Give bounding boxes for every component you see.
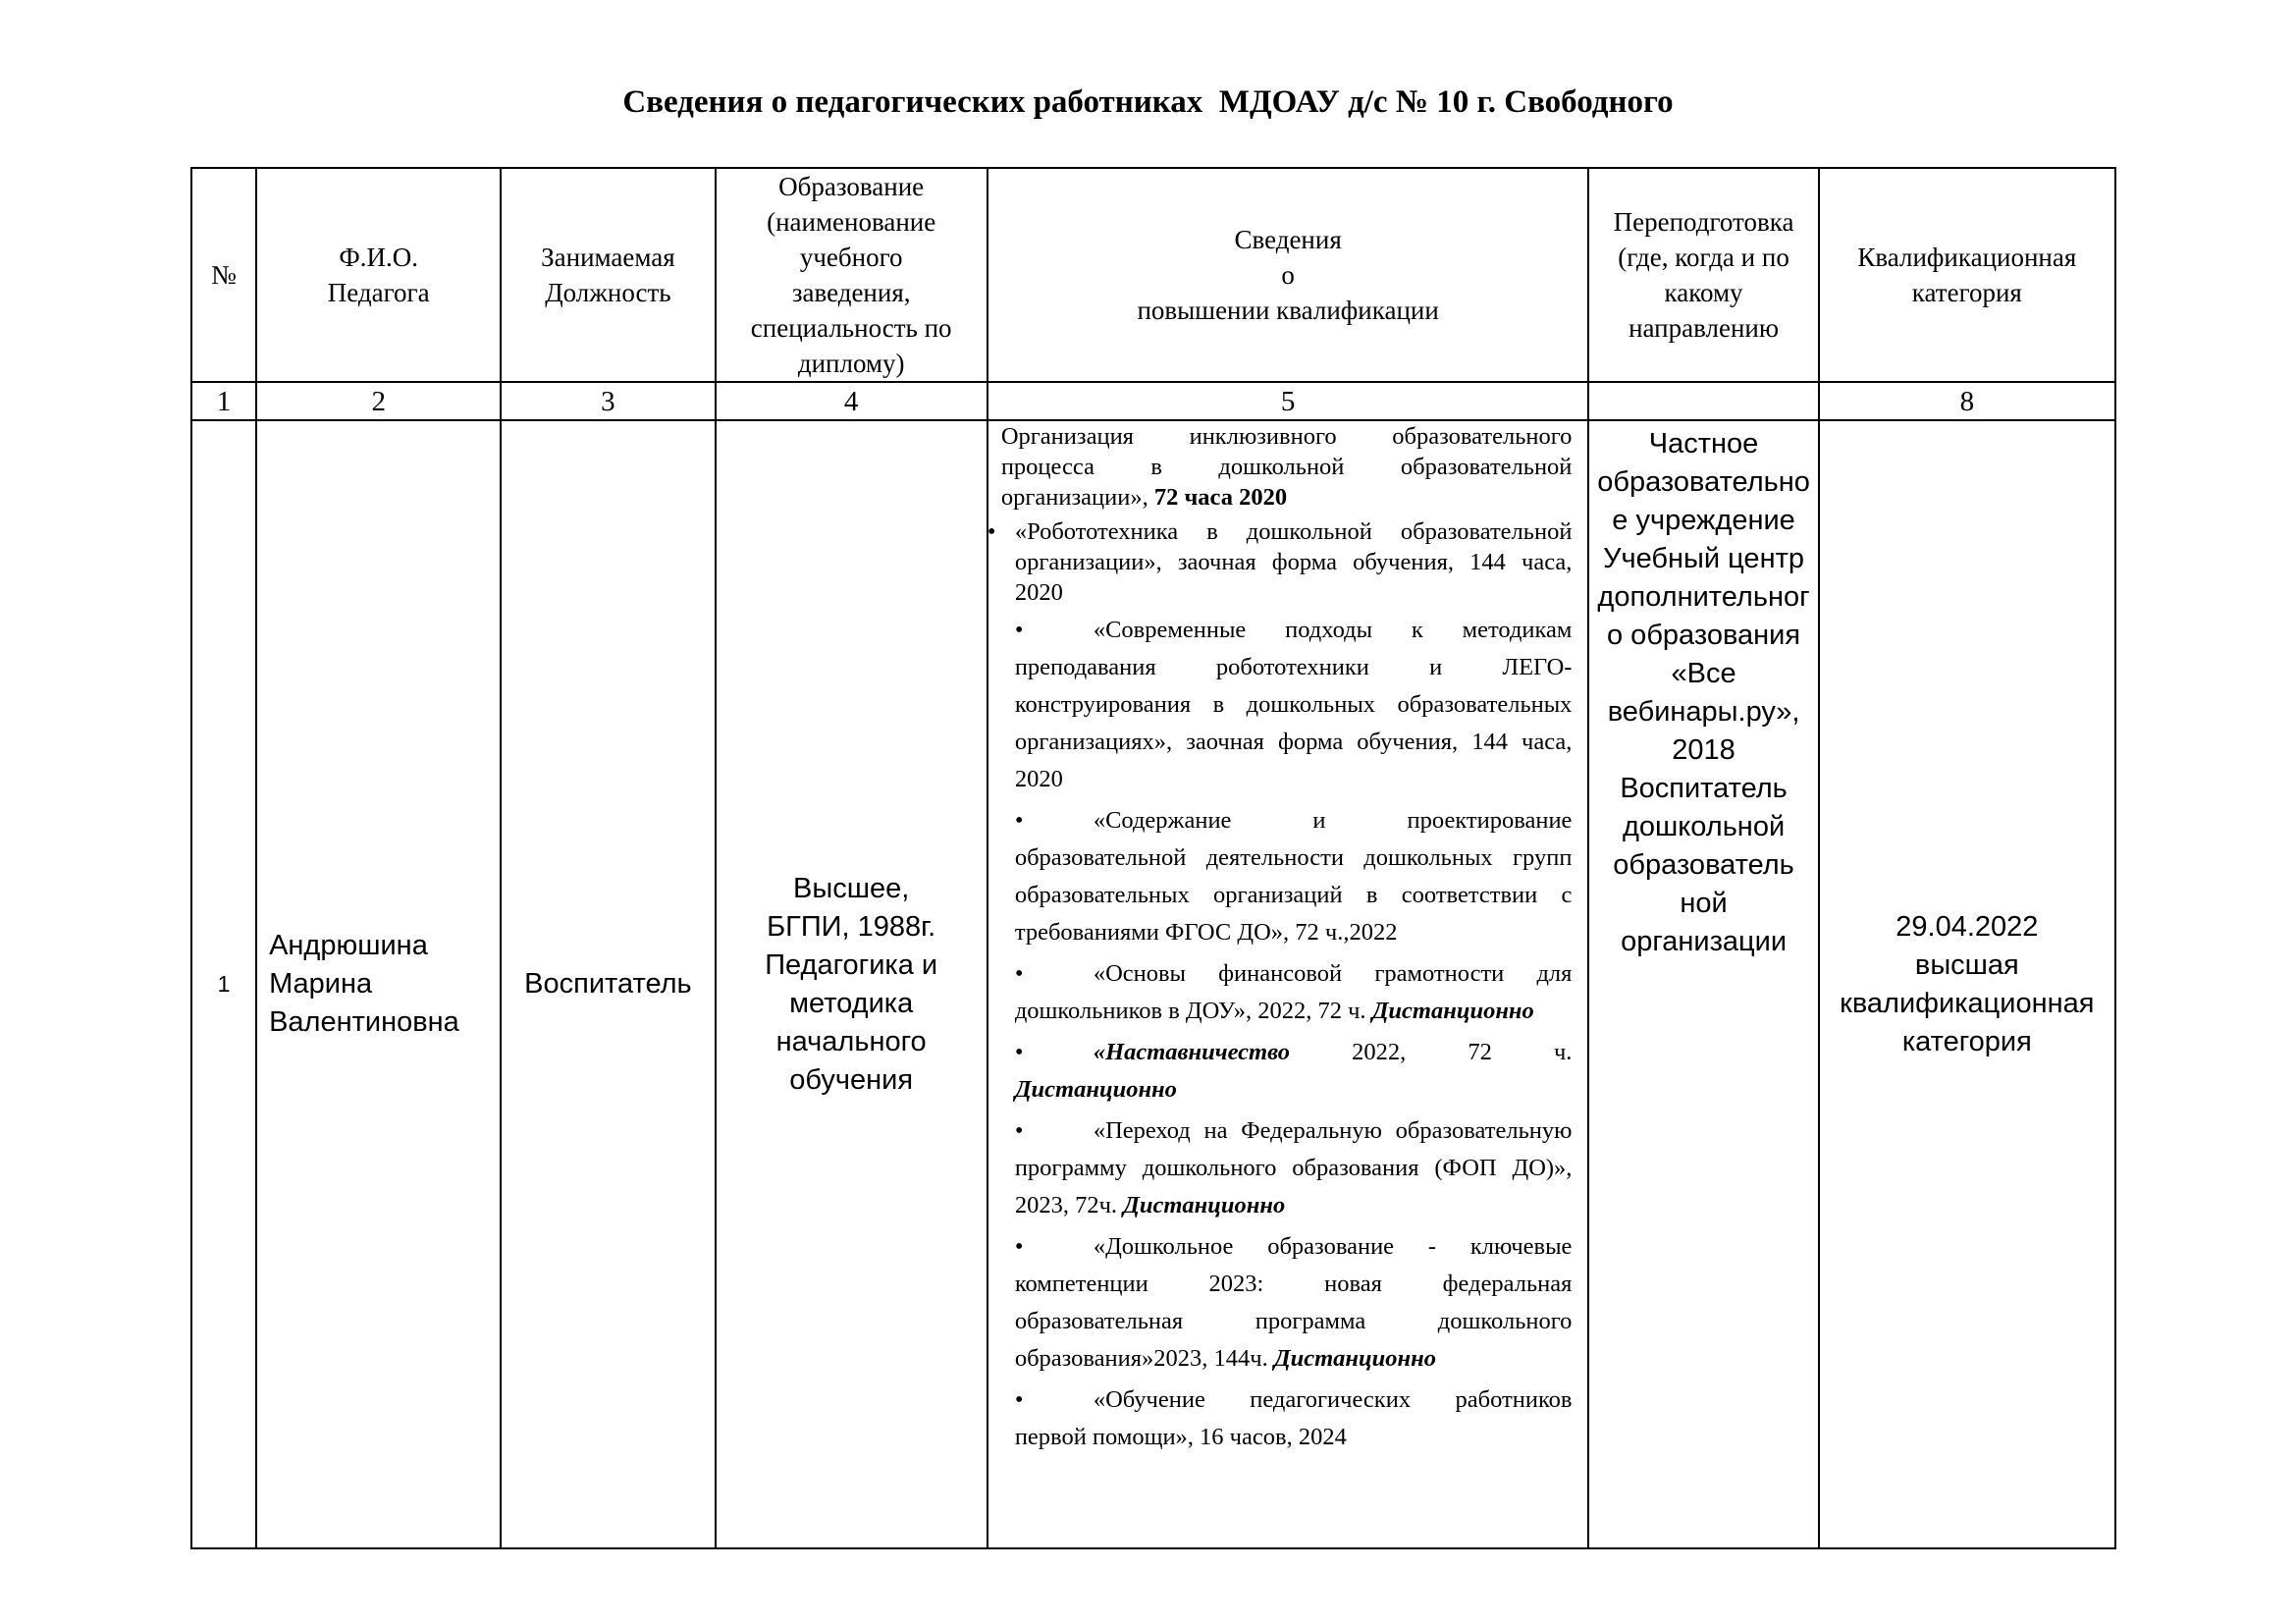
course-text: «Дошкольное образование - ключевые компетенции 2023: новая федеральная образовательная программа дошкольного образования»2023, 144ч. <box>1014 1233 1573 1372</box>
retraining-line: дополнительног <box>1597 581 1810 613</box>
course-text: «Робототехника в дошкольной образовательной организации», заочная форма обучения, 144 часа, 2020 <box>1014 518 1573 606</box>
course-text: «Обучение педагогических работников первой помощи», 16 часов, 2024 <box>1014 1386 1573 1450</box>
education-line: Высшее, <box>793 872 910 904</box>
course-text: «Содержание и проектирование образовательной деятельности дошкольных групп образовательных организаций в соответствии с требованиями ФГОС ДО», 72 ч.,2022 <box>1014 807 1573 946</box>
header-category-line: Квалификационная <box>1857 243 2077 272</box>
teacher-name-line: Марина <box>269 968 373 1000</box>
bullet-icon: • <box>987 518 996 545</box>
column-number-row <box>191 382 2115 420</box>
header-retraining <box>1588 168 1818 382</box>
bullet-icon: • <box>1014 807 1024 834</box>
header-category-line: категория <box>1911 278 2022 307</box>
header-retraining-line: (где, когда и по <box>1618 243 1789 272</box>
header-education-line: (наименование <box>767 207 936 237</box>
header-fio-line: Педагога <box>327 278 430 307</box>
teacher-name <box>256 420 501 1548</box>
category-line: квалификационная <box>1840 987 2095 1019</box>
retraining-line: «Все <box>1671 658 1736 689</box>
teacher-name-line: Валентиновна <box>269 1006 459 1038</box>
course-format: Дистанционно <box>1371 998 1534 1024</box>
header-qualification-line: повышении квалификации <box>1137 296 1439 325</box>
category-line: категория <box>1901 1025 2032 1057</box>
course-format: Дистанционно <box>1273 1345 1436 1372</box>
course-item <box>1001 612 1573 798</box>
column-number: 4 <box>716 382 988 420</box>
course-item <box>1001 1228 1573 1378</box>
course-text: «Переход на Федеральную образовательную программу дошкольного образования (ФОП ДО)», 2023, 72ч. <box>1014 1117 1573 1218</box>
header-retraining-line: Переподготовка <box>1613 207 1794 237</box>
header-qualification <box>988 168 1589 382</box>
header-fio-line: Ф.И.О. <box>339 243 418 272</box>
retraining-line: е учреждение <box>1612 505 1795 536</box>
row-number: 1 <box>191 420 256 1548</box>
category-date: 29.04.2022 <box>1896 910 2039 943</box>
header-education <box>716 168 988 382</box>
course-item <box>1001 955 1573 1030</box>
qualification-courses-cell <box>988 420 1589 1548</box>
course-text: 2022, 72 ч. <box>1289 1039 1573 1065</box>
course-format: Дистанционно <box>1123 1192 1286 1218</box>
staff-table <box>190 167 2116 1549</box>
column-number: 5 <box>988 382 1589 420</box>
bullet-icon: • <box>1014 960 1024 987</box>
header-fio <box>256 168 501 382</box>
education-line: обучения <box>789 1063 914 1096</box>
retraining-line: Воспитатель <box>1620 773 1788 804</box>
retraining-line: о образования <box>1607 620 1801 651</box>
bullet-icon: • <box>1014 1117 1024 1144</box>
course-text: Организация инклюзивного образовательного процесса в дошкольной образовательной организации», <box>1000 423 1573 511</box>
retraining-line: дошкольной <box>1622 811 1786 842</box>
retraining-line: Частное <box>1648 428 1759 460</box>
header-education-line: Образование <box>778 172 925 201</box>
course-item <box>1001 1034 1573 1109</box>
course-item <box>1001 421 1573 513</box>
course-item <box>1001 802 1573 951</box>
category-line: высшая <box>1914 948 2019 981</box>
table-header-row <box>191 168 2115 382</box>
header-education-line: заведения, <box>791 278 911 307</box>
course-item <box>1001 1381 1573 1456</box>
retraining-line: вебинары.ру», <box>1607 696 1800 728</box>
retraining-cell <box>1588 420 1818 1548</box>
header-qualification-line: о <box>1281 260 1295 290</box>
education-line: БГПИ, 1988г. <box>767 910 936 943</box>
column-number: 3 <box>501 382 715 420</box>
education-line: методика <box>789 987 914 1019</box>
header-retraining-line: какому <box>1664 278 1743 307</box>
header-education-line: диплому) <box>797 349 905 378</box>
bullet-icon: • <box>1014 617 1024 643</box>
column-number <box>1588 382 1818 420</box>
course-item <box>987 516 1573 608</box>
bullet-icon: • <box>1014 1386 1024 1413</box>
position-cell: Воспитатель <box>501 420 715 1548</box>
column-number: 8 <box>1819 382 2115 420</box>
course-text: «Современные подходы к методикам преподавания робототехники и ЛЕГО-конструирования в дошкольных образовательных организациях», заочная форма обучения, 144 часа, 2020 <box>1014 617 1573 792</box>
retraining-line: образовательно <box>1597 466 1810 498</box>
header-education-line: учебного <box>799 243 903 272</box>
course-hours: 72 часа 2020 <box>1153 484 1288 511</box>
course-item <box>1001 1112 1573 1224</box>
column-number: 1 <box>191 382 256 420</box>
header-education-line: специальность по <box>750 313 952 343</box>
column-number: 2 <box>256 382 501 420</box>
bullet-icon: • <box>1014 1233 1024 1260</box>
course-text: «Основы финансовой грамотности для дошкольников в ДОУ», 2022, 72 ч. <box>1014 960 1573 1024</box>
header-num: № <box>191 168 256 382</box>
header-qualification-line: Сведения <box>1234 225 1342 254</box>
header-category <box>1819 168 2115 382</box>
bullet-icon: • <box>1014 1039 1024 1065</box>
retraining-line: организации <box>1621 926 1788 957</box>
education-line: Педагогика и <box>765 948 938 981</box>
header-position <box>501 168 715 382</box>
teacher-name-line: Андрюшина <box>269 930 428 961</box>
header-position-line: Должность <box>545 278 671 307</box>
retraining-line: 2018 <box>1672 734 1735 766</box>
table-row <box>191 420 2115 1548</box>
header-retraining-line: направлению <box>1629 313 1780 343</box>
header-position-line: Занимаемая <box>541 243 675 272</box>
retraining-line: образователь <box>1613 849 1794 881</box>
course-title: «Наставничество <box>1093 1039 1290 1065</box>
retraining-line: Учебный центр <box>1603 543 1804 574</box>
retraining-line: ной <box>1680 888 1728 919</box>
education-line: начального <box>775 1025 927 1057</box>
category-cell <box>1819 420 2115 1548</box>
course-format: Дистанционно <box>1014 1076 1177 1103</box>
document-title: Сведения о педагогических работниках МДОАУ д/с № 10 г. Свободного <box>622 84 1674 120</box>
education-cell <box>716 420 988 1548</box>
